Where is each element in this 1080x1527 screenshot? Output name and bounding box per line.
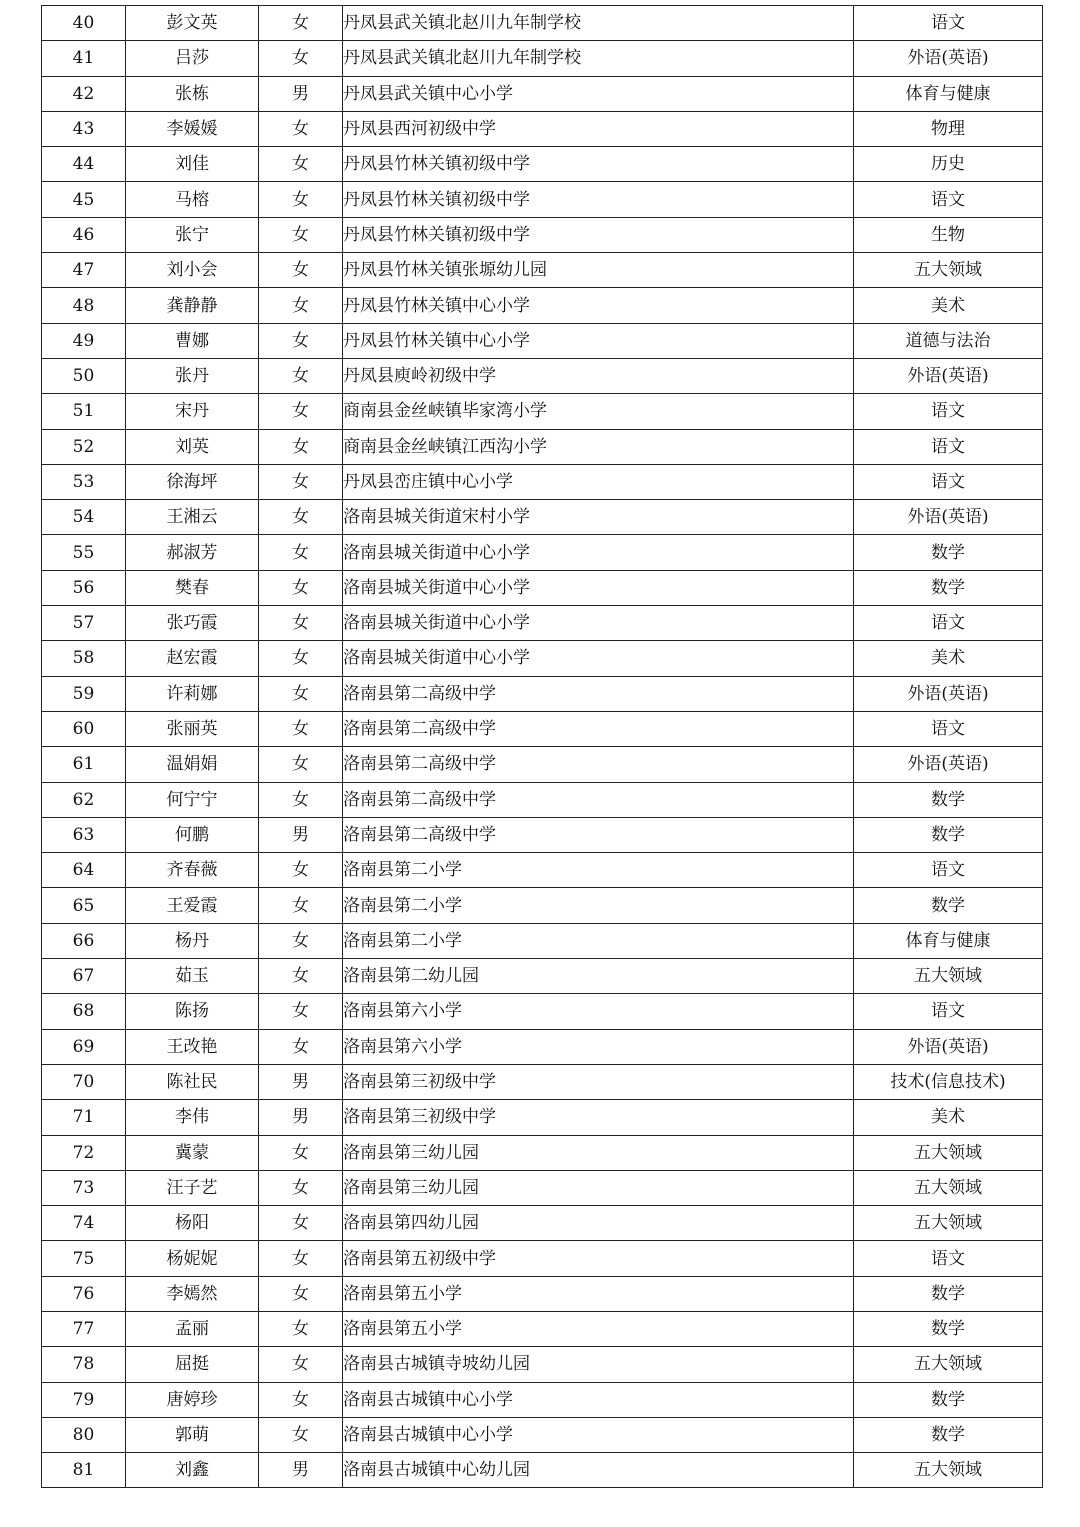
subject-cell: 技术(信息技术)	[854, 1064, 1043, 1099]
gender-cell: 男	[259, 76, 343, 111]
teacher-name-cell: 屈挺	[126, 1347, 259, 1382]
table-row	[42, 394, 1043, 429]
table-row	[42, 1311, 1043, 1346]
school-cell: 丹凤县武关镇北赵川九年制学校	[343, 41, 854, 76]
subject-cell: 语文	[854, 994, 1043, 1029]
row-number-cell: 58	[42, 641, 126, 676]
subject-cell: 五大领域	[854, 1347, 1043, 1382]
row-number-cell: 67	[42, 959, 126, 994]
table-row	[42, 782, 1043, 817]
roster-table	[41, 5, 1043, 1488]
teacher-name-cell: 宋丹	[126, 394, 259, 429]
table-row	[42, 1241, 1043, 1276]
gender-cell: 男	[259, 817, 343, 852]
row-number-cell: 63	[42, 817, 126, 852]
teacher-name-cell: 刘佳	[126, 147, 259, 182]
table-row	[42, 147, 1043, 182]
row-number-cell: 68	[42, 994, 126, 1029]
teacher-name-cell: 许莉娜	[126, 676, 259, 711]
row-number-cell: 66	[42, 923, 126, 958]
gender-cell: 女	[259, 182, 343, 217]
subject-cell: 语文	[854, 182, 1043, 217]
teacher-name-cell: 刘小会	[126, 253, 259, 288]
gender-cell: 女	[259, 606, 343, 641]
table-row	[42, 888, 1043, 923]
gender-cell: 女	[259, 500, 343, 535]
teacher-name-cell: 杨丹	[126, 923, 259, 958]
teacher-name-cell: 杨妮妮	[126, 1241, 259, 1276]
subject-cell: 外语(英语)	[854, 1029, 1043, 1064]
row-number-cell: 65	[42, 888, 126, 923]
school-cell: 商南县金丝峡镇毕家湾小学	[343, 394, 854, 429]
subject-cell: 数学	[854, 1311, 1043, 1346]
subject-cell: 语文	[854, 711, 1043, 746]
school-cell: 洛南县第二小学	[343, 923, 854, 958]
school-cell: 洛南县第五小学	[343, 1276, 854, 1311]
row-number-cell: 59	[42, 676, 126, 711]
gender-cell: 女	[259, 147, 343, 182]
subject-cell: 外语(英语)	[854, 41, 1043, 76]
school-cell: 丹凤县竹林关镇初级中学	[343, 147, 854, 182]
table-row	[42, 464, 1043, 499]
subject-cell: 道德与法治	[854, 323, 1043, 358]
gender-cell: 女	[259, 217, 343, 252]
teacher-name-cell: 吕莎	[126, 41, 259, 76]
teacher-name-cell: 何宁宁	[126, 782, 259, 817]
school-cell: 洛南县第二小学	[343, 853, 854, 888]
teacher-name-cell: 张丽英	[126, 711, 259, 746]
teacher-name-cell: 张巧霞	[126, 606, 259, 641]
teacher-name-cell: 茹玉	[126, 959, 259, 994]
school-cell: 洛南县第二高级中学	[343, 747, 854, 782]
table-row	[42, 853, 1043, 888]
row-number-cell: 44	[42, 147, 126, 182]
row-number-cell: 54	[42, 500, 126, 535]
teacher-name-cell: 郭萌	[126, 1417, 259, 1452]
subject-cell: 数学	[854, 817, 1043, 852]
row-number-cell: 77	[42, 1311, 126, 1346]
school-cell: 洛南县城关街道中心小学	[343, 606, 854, 641]
table-row	[42, 41, 1043, 76]
gender-cell: 女	[259, 429, 343, 464]
teacher-name-cell: 李媛媛	[126, 111, 259, 146]
table-row	[42, 711, 1043, 746]
row-number-cell: 64	[42, 853, 126, 888]
gender-cell: 女	[259, 323, 343, 358]
teacher-name-cell: 汪子艺	[126, 1170, 259, 1205]
row-number-cell: 40	[42, 6, 126, 41]
subject-cell: 外语(英语)	[854, 676, 1043, 711]
row-number-cell: 60	[42, 711, 126, 746]
table-row	[42, 1382, 1043, 1417]
subject-cell: 语文	[854, 394, 1043, 429]
school-cell: 丹凤县武关镇中心小学	[343, 76, 854, 111]
teacher-name-cell: 王湘云	[126, 500, 259, 535]
gender-cell: 男	[259, 1100, 343, 1135]
school-cell: 洛南县古城镇中心幼儿园	[343, 1453, 854, 1488]
row-number-cell: 57	[42, 606, 126, 641]
subject-cell: 体育与健康	[854, 76, 1043, 111]
teacher-name-cell: 刘英	[126, 429, 259, 464]
row-number-cell: 78	[42, 1347, 126, 1382]
school-cell: 丹凤县竹林关镇中心小学	[343, 288, 854, 323]
subject-cell: 语文	[854, 6, 1043, 41]
row-number-cell: 45	[42, 182, 126, 217]
gender-cell: 女	[259, 747, 343, 782]
table-row	[42, 76, 1043, 111]
gender-cell: 女	[259, 288, 343, 323]
gender-cell: 女	[259, 1241, 343, 1276]
row-number-cell: 42	[42, 76, 126, 111]
school-cell: 洛南县第六小学	[343, 994, 854, 1029]
row-number-cell: 43	[42, 111, 126, 146]
table-row	[42, 1135, 1043, 1170]
row-number-cell: 51	[42, 394, 126, 429]
school-cell: 洛南县第二高级中学	[343, 782, 854, 817]
gender-cell: 女	[259, 1206, 343, 1241]
row-number-cell: 80	[42, 1417, 126, 1452]
subject-cell: 外语(英语)	[854, 358, 1043, 393]
row-number-cell: 48	[42, 288, 126, 323]
gender-cell: 女	[259, 1311, 343, 1346]
teacher-name-cell: 唐婷珍	[126, 1382, 259, 1417]
teacher-name-cell: 徐海坪	[126, 464, 259, 499]
subject-cell: 语文	[854, 429, 1043, 464]
school-cell: 洛南县第二高级中学	[343, 676, 854, 711]
gender-cell: 女	[259, 888, 343, 923]
school-cell: 洛南县第三幼儿园	[343, 1135, 854, 1170]
school-cell: 洛南县城关街道宋村小学	[343, 500, 854, 535]
table-row	[42, 1170, 1043, 1205]
gender-cell: 女	[259, 1135, 343, 1170]
teacher-name-cell: 赵宏霞	[126, 641, 259, 676]
gender-cell: 女	[259, 959, 343, 994]
table-row	[42, 1029, 1043, 1064]
school-cell: 丹凤县武关镇北赵川九年制学校	[343, 6, 854, 41]
gender-cell: 女	[259, 1029, 343, 1064]
gender-cell: 女	[259, 358, 343, 393]
teacher-name-cell: 齐春薇	[126, 853, 259, 888]
school-cell: 洛南县第三初级中学	[343, 1064, 854, 1099]
gender-cell: 女	[259, 994, 343, 1029]
subject-cell: 语文	[854, 464, 1043, 499]
row-number-cell: 55	[42, 535, 126, 570]
row-number-cell: 53	[42, 464, 126, 499]
subject-cell: 数学	[854, 535, 1043, 570]
school-cell: 丹凤县竹林关镇中心小学	[343, 323, 854, 358]
gender-cell: 女	[259, 711, 343, 746]
table-row	[42, 111, 1043, 146]
table-row	[42, 1100, 1043, 1135]
subject-cell: 五大领域	[854, 1135, 1043, 1170]
table-row	[42, 923, 1043, 958]
table-row	[42, 217, 1043, 252]
row-number-cell: 47	[42, 253, 126, 288]
subject-cell: 语文	[854, 853, 1043, 888]
school-cell: 丹凤县峦庄镇中心小学	[343, 464, 854, 499]
gender-cell: 女	[259, 1276, 343, 1311]
gender-cell: 女	[259, 535, 343, 570]
school-cell: 商南县金丝峡镇江西沟小学	[343, 429, 854, 464]
school-cell: 洛南县第二幼儿园	[343, 959, 854, 994]
row-number-cell: 41	[42, 41, 126, 76]
table-row	[42, 570, 1043, 605]
teacher-name-cell: 何鹏	[126, 817, 259, 852]
school-cell: 洛南县城关街道中心小学	[343, 641, 854, 676]
row-number-cell: 76	[42, 1276, 126, 1311]
subject-cell: 外语(英语)	[854, 747, 1043, 782]
subject-cell: 数学	[854, 782, 1043, 817]
row-number-cell: 71	[42, 1100, 126, 1135]
row-number-cell: 56	[42, 570, 126, 605]
teacher-name-cell: 张栋	[126, 76, 259, 111]
gender-cell: 女	[259, 464, 343, 499]
table-row	[42, 1347, 1043, 1382]
teacher-name-cell: 王爱霞	[126, 888, 259, 923]
subject-cell: 美术	[854, 288, 1043, 323]
row-number-cell: 75	[42, 1241, 126, 1276]
subject-cell: 外语(英语)	[854, 500, 1043, 535]
row-number-cell: 69	[42, 1029, 126, 1064]
table-row	[42, 358, 1043, 393]
gender-cell: 女	[259, 1170, 343, 1205]
subject-cell: 五大领域	[854, 1170, 1043, 1205]
teacher-name-cell: 孟丽	[126, 1311, 259, 1346]
row-number-cell: 46	[42, 217, 126, 252]
row-number-cell: 72	[42, 1135, 126, 1170]
subject-cell: 语文	[854, 606, 1043, 641]
school-cell: 洛南县古城镇寺坡幼儿园	[343, 1347, 854, 1382]
gender-cell: 女	[259, 6, 343, 41]
school-cell: 洛南县第三初级中学	[343, 1100, 854, 1135]
teacher-name-cell: 张丹	[126, 358, 259, 393]
teacher-name-cell: 冀蒙	[126, 1135, 259, 1170]
school-cell: 丹凤县竹林关镇初级中学	[343, 182, 854, 217]
subject-cell: 五大领域	[854, 959, 1043, 994]
gender-cell: 女	[259, 641, 343, 676]
teacher-name-cell: 陈扬	[126, 994, 259, 1029]
gender-cell: 女	[259, 1347, 343, 1382]
table-row	[42, 1417, 1043, 1452]
teacher-name-cell: 郝淑芳	[126, 535, 259, 570]
school-cell: 洛南县第二小学	[343, 888, 854, 923]
school-cell: 丹凤县竹林关镇初级中学	[343, 217, 854, 252]
teacher-name-cell: 刘鑫	[126, 1453, 259, 1488]
teacher-name-cell: 彭文英	[126, 6, 259, 41]
school-cell: 洛南县第五初级中学	[343, 1241, 854, 1276]
teacher-name-cell: 温娟娟	[126, 747, 259, 782]
teacher-name-cell: 王改艳	[126, 1029, 259, 1064]
gender-cell: 男	[259, 1453, 343, 1488]
subject-cell: 体育与健康	[854, 923, 1043, 958]
school-cell: 丹凤县竹林关镇张塬幼儿园	[343, 253, 854, 288]
school-cell: 洛南县第五小学	[343, 1311, 854, 1346]
teacher-name-cell: 李伟	[126, 1100, 259, 1135]
subject-cell: 语文	[854, 1241, 1043, 1276]
school-cell: 洛南县城关街道中心小学	[343, 535, 854, 570]
table-row	[42, 606, 1043, 641]
table-row	[42, 994, 1043, 1029]
teacher-name-cell: 陈社民	[126, 1064, 259, 1099]
gender-cell: 女	[259, 570, 343, 605]
school-cell: 丹凤县庾岭初级中学	[343, 358, 854, 393]
school-cell: 洛南县古城镇中心小学	[343, 1382, 854, 1417]
table-row	[42, 817, 1043, 852]
gender-cell: 女	[259, 394, 343, 429]
table-row	[42, 747, 1043, 782]
school-cell: 洛南县第二高级中学	[343, 817, 854, 852]
school-cell: 洛南县第六小学	[343, 1029, 854, 1064]
subject-cell: 五大领域	[854, 1453, 1043, 1488]
subject-cell: 数学	[854, 1417, 1043, 1452]
subject-cell: 五大领域	[854, 1206, 1043, 1241]
gender-cell: 男	[259, 1064, 343, 1099]
gender-cell: 女	[259, 1417, 343, 1452]
roster-table-body	[42, 6, 1043, 1488]
row-number-cell: 52	[42, 429, 126, 464]
row-number-cell: 70	[42, 1064, 126, 1099]
table-row	[42, 641, 1043, 676]
subject-cell: 物理	[854, 111, 1043, 146]
gender-cell: 女	[259, 923, 343, 958]
row-number-cell: 79	[42, 1382, 126, 1417]
row-number-cell: 62	[42, 782, 126, 817]
school-cell: 洛南县城关街道中心小学	[343, 570, 854, 605]
teacher-name-cell: 马榕	[126, 182, 259, 217]
teacher-name-cell: 张宁	[126, 217, 259, 252]
school-cell: 洛南县第四幼儿园	[343, 1206, 854, 1241]
row-number-cell: 50	[42, 358, 126, 393]
school-cell: 洛南县第三幼儿园	[343, 1170, 854, 1205]
subject-cell: 数学	[854, 1382, 1043, 1417]
row-number-cell: 73	[42, 1170, 126, 1205]
teacher-name-cell: 李嫣然	[126, 1276, 259, 1311]
table-row	[42, 959, 1043, 994]
teacher-name-cell: 樊春	[126, 570, 259, 605]
subject-cell: 数学	[854, 1276, 1043, 1311]
subject-cell: 数学	[854, 888, 1043, 923]
gender-cell: 女	[259, 1382, 343, 1417]
subject-cell: 生物	[854, 217, 1043, 252]
row-number-cell: 81	[42, 1453, 126, 1488]
table-row	[42, 253, 1043, 288]
table-row	[42, 535, 1043, 570]
table-row	[42, 1453, 1043, 1488]
subject-cell: 历史	[854, 147, 1043, 182]
table-row	[42, 288, 1043, 323]
school-cell: 丹凤县西河初级中学	[343, 111, 854, 146]
subject-cell: 美术	[854, 1100, 1043, 1135]
school-cell: 洛南县古城镇中心小学	[343, 1417, 854, 1452]
school-cell: 洛南县第二高级中学	[343, 711, 854, 746]
teacher-name-cell: 龚静静	[126, 288, 259, 323]
gender-cell: 女	[259, 676, 343, 711]
row-number-cell: 74	[42, 1206, 126, 1241]
table-row	[42, 1276, 1043, 1311]
subject-cell: 五大领域	[854, 253, 1043, 288]
table-row	[42, 182, 1043, 217]
gender-cell: 女	[259, 41, 343, 76]
table-row	[42, 429, 1043, 464]
gender-cell: 女	[259, 782, 343, 817]
teacher-name-cell: 杨阳	[126, 1206, 259, 1241]
gender-cell: 女	[259, 111, 343, 146]
table-row	[42, 323, 1043, 358]
gender-cell: 女	[259, 253, 343, 288]
table-row	[42, 6, 1043, 41]
row-number-cell: 49	[42, 323, 126, 358]
gender-cell: 女	[259, 853, 343, 888]
table-row	[42, 1064, 1043, 1099]
table-row	[42, 676, 1043, 711]
table-row	[42, 500, 1043, 535]
table-row	[42, 1206, 1043, 1241]
teacher-name-cell: 曹娜	[126, 323, 259, 358]
row-number-cell: 61	[42, 747, 126, 782]
subject-cell: 数学	[854, 570, 1043, 605]
subject-cell: 美术	[854, 641, 1043, 676]
